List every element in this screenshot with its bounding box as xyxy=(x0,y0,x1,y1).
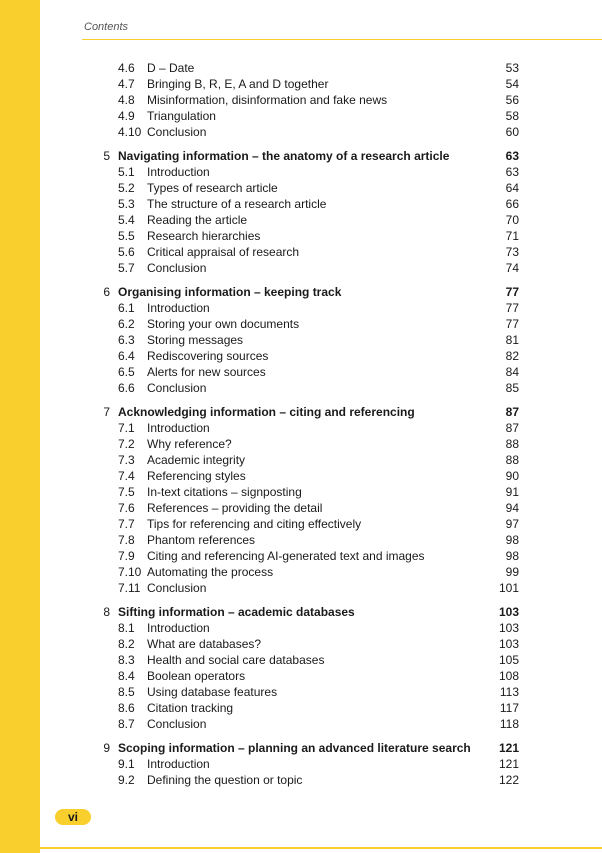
section-title: Triangulation xyxy=(147,109,216,123)
section-title: Conclusion xyxy=(147,717,207,731)
section-num: 5.6 xyxy=(118,245,135,259)
section-num: 7.7 xyxy=(118,517,135,531)
section-num: 7.1 xyxy=(118,421,135,435)
section-title: Citing and referencing AI-generated text and images xyxy=(147,549,425,563)
toc-block xyxy=(82,60,519,140)
toc-section-row[interactable] xyxy=(82,756,519,772)
toc-section-row[interactable] xyxy=(82,332,519,348)
section-num: 7.10 xyxy=(118,565,142,579)
toc-block xyxy=(82,740,519,788)
section-title: References – providing the detail xyxy=(147,501,323,515)
section-num: 5.1 xyxy=(118,165,135,179)
left-accent-bar xyxy=(0,0,40,853)
section-page: 101 xyxy=(498,581,519,595)
toc-section-row[interactable] xyxy=(82,636,519,652)
toc-chapter-row[interactable] xyxy=(82,148,519,164)
section-title: Critical appraisal of research xyxy=(147,245,300,259)
section-page: 118 xyxy=(499,717,519,731)
section-num: 7.5 xyxy=(118,485,135,499)
toc-block xyxy=(82,404,519,596)
toc-chapter-row[interactable] xyxy=(82,740,519,756)
toc-section-row[interactable] xyxy=(82,484,519,500)
section-title: D – Date xyxy=(147,61,195,75)
toc-section-row[interactable] xyxy=(82,436,519,452)
chapter-title: Sifting information – academic databases xyxy=(118,605,355,619)
toc-section-row[interactable] xyxy=(82,700,519,716)
section-page: 63 xyxy=(505,165,519,179)
section-title: Rediscovering sources xyxy=(147,349,269,363)
toc-section-row[interactable] xyxy=(82,124,519,140)
chapter-num: 7 xyxy=(103,405,110,419)
section-title: Health and social care databases xyxy=(147,653,325,667)
toc-section-row[interactable] xyxy=(82,212,519,228)
toc-chapter-row[interactable] xyxy=(82,404,519,420)
toc-chapter-row[interactable] xyxy=(82,604,519,620)
section-title: Bringing B, R, E, A and D together xyxy=(147,77,329,91)
chapter-num: 9 xyxy=(103,741,110,755)
toc-section-row[interactable] xyxy=(82,516,519,532)
section-page: 71 xyxy=(505,229,519,243)
chapter-num: 6 xyxy=(103,285,110,299)
section-num: 4.10 xyxy=(118,125,142,139)
section-page: 74 xyxy=(505,261,519,275)
toc-section-row[interactable] xyxy=(82,420,519,436)
section-num: 5.3 xyxy=(118,197,135,211)
toc-block xyxy=(82,148,519,276)
section-num: 6.2 xyxy=(118,317,135,331)
toc-block xyxy=(82,284,519,396)
section-title: Reading the article xyxy=(147,213,248,227)
chapter-page: 77 xyxy=(505,285,519,299)
section-page: 105 xyxy=(498,653,519,667)
header-rule xyxy=(82,39,602,40)
section-title: What are databases? xyxy=(147,637,262,651)
section-page: 82 xyxy=(505,349,519,363)
section-title: Conclusion xyxy=(147,261,207,275)
section-num: 8.1 xyxy=(118,621,135,635)
section-num: 9.2 xyxy=(118,773,135,787)
chapter-title: Scoping information – planning an advanced literature search xyxy=(118,741,471,755)
toc-section-row[interactable] xyxy=(82,260,519,276)
toc-section-row[interactable] xyxy=(82,716,519,732)
section-num: 5.7 xyxy=(118,261,135,275)
toc-section-row[interactable] xyxy=(82,452,519,468)
toc-section-row[interactable] xyxy=(82,532,519,548)
running-head: Contents xyxy=(84,21,129,33)
section-title: Citation tracking xyxy=(147,701,234,715)
section-title: Referencing styles xyxy=(147,469,246,483)
toc-section-row[interactable] xyxy=(82,76,519,92)
section-page: 108 xyxy=(498,669,519,683)
toc-section-row[interactable] xyxy=(82,652,519,668)
section-page: 54 xyxy=(505,77,519,91)
section-num: 7.2 xyxy=(118,437,135,451)
section-num: 7.6 xyxy=(118,501,135,515)
chapter-num: 5 xyxy=(103,149,110,163)
section-num: 4.9 xyxy=(118,109,135,123)
section-num: 6.1 xyxy=(118,301,135,315)
section-page: 64 xyxy=(505,181,519,195)
section-page: 99 xyxy=(505,565,519,579)
section-title: Boolean operators xyxy=(147,669,246,683)
chapter-num: 8 xyxy=(103,605,110,619)
toc-section-row[interactable] xyxy=(82,772,519,788)
section-num: 7.4 xyxy=(118,469,135,483)
section-page: 87 xyxy=(505,421,519,435)
section-page: 73 xyxy=(505,245,519,259)
section-num: 6.6 xyxy=(118,381,135,395)
toc-section-row[interactable] xyxy=(82,196,519,212)
section-title: Conclusion xyxy=(147,581,207,595)
toc-section-row[interactable] xyxy=(82,108,519,124)
section-title: Phantom references xyxy=(147,533,256,547)
toc-section-row[interactable] xyxy=(82,316,519,332)
section-title: Defining the question or topic xyxy=(147,773,303,787)
section-page: 90 xyxy=(505,469,519,483)
section-title: Misinformation, disinformation and fake news xyxy=(147,93,388,107)
section-num: 5.2 xyxy=(118,181,135,195)
section-title: Academic integrity xyxy=(147,453,246,467)
section-page: 53 xyxy=(505,61,519,75)
section-title: Alerts for new sources xyxy=(147,365,266,379)
toc-section-row[interactable] xyxy=(82,500,519,516)
toc-section-row[interactable] xyxy=(82,60,519,76)
section-title: Why reference? xyxy=(147,437,232,451)
section-page: 91 xyxy=(505,485,519,499)
toc-section-row[interactable] xyxy=(82,668,519,684)
toc-section-row[interactable] xyxy=(82,580,519,596)
section-page: 98 xyxy=(505,549,519,563)
chapter-page: 121 xyxy=(498,741,519,755)
section-title: Introduction xyxy=(147,165,210,179)
section-page: 94 xyxy=(505,501,519,515)
toc-section-row[interactable] xyxy=(82,620,519,636)
toc-section-row[interactable] xyxy=(82,164,519,180)
section-num: 5.4 xyxy=(118,213,135,227)
section-num: 6.3 xyxy=(118,333,135,347)
section-page: 103 xyxy=(498,621,519,635)
section-page: 70 xyxy=(505,213,519,227)
section-title: Introduction xyxy=(147,757,210,771)
toc-section-row[interactable] xyxy=(82,548,519,564)
section-page: 88 xyxy=(505,437,519,451)
section-page: 103 xyxy=(498,637,519,651)
section-page: 113 xyxy=(499,685,519,699)
section-num: 7.8 xyxy=(118,533,135,547)
section-page: 56 xyxy=(505,93,519,107)
section-page: 121 xyxy=(498,757,519,771)
section-title: Research hierarchies xyxy=(147,229,261,243)
section-page: 66 xyxy=(505,197,519,211)
toc-section-row[interactable] xyxy=(82,92,519,108)
chapter-page: 103 xyxy=(498,605,519,619)
section-title: Conclusion xyxy=(147,125,207,139)
section-num: 4.7 xyxy=(118,77,135,91)
section-title: Using database features xyxy=(147,685,278,699)
page-number-badge: vi xyxy=(55,809,91,825)
section-num: 5.5 xyxy=(118,229,135,243)
section-num: 8.3 xyxy=(118,653,135,667)
section-num: 4.8 xyxy=(118,93,135,107)
section-page: 77 xyxy=(505,301,519,315)
chapter-title: Navigating information – the anatomy of a research article xyxy=(118,149,450,163)
section-num: 8.7 xyxy=(118,717,135,731)
section-num: 8.5 xyxy=(118,685,135,699)
toc-section-row[interactable] xyxy=(82,380,519,396)
section-title: The structure of a research article xyxy=(147,197,327,211)
toc-section-row[interactable] xyxy=(82,180,519,196)
section-page: 117 xyxy=(499,701,519,715)
toc-section-row[interactable] xyxy=(82,684,519,700)
section-title: Storing your own documents xyxy=(147,317,300,331)
section-num: 6.5 xyxy=(118,365,135,379)
section-page: 60 xyxy=(505,125,519,139)
chapter-page: 87 xyxy=(505,405,519,419)
section-num: 8.6 xyxy=(118,701,135,715)
toc-section-row[interactable] xyxy=(82,564,519,580)
toc-section-row[interactable] xyxy=(82,364,519,380)
section-title: Conclusion xyxy=(147,381,207,395)
chapter-title: Acknowledging information – citing and referencing xyxy=(118,405,415,419)
section-num: 8.4 xyxy=(118,669,135,683)
section-title: In-text citations – signposting xyxy=(147,485,302,499)
table-of-contents xyxy=(82,60,519,788)
section-title: Storing messages xyxy=(147,333,244,347)
toc-block xyxy=(82,604,519,732)
toc-section-row[interactable] xyxy=(82,468,519,484)
toc-section-row[interactable] xyxy=(82,244,519,260)
section-page: 122 xyxy=(498,773,519,787)
chapter-page: 63 xyxy=(505,149,519,163)
section-num: 7.11 xyxy=(118,581,141,595)
section-num: 9.1 xyxy=(118,757,135,771)
section-num: 7.9 xyxy=(118,549,135,563)
toc-section-row[interactable] xyxy=(82,348,519,364)
section-num: 8.2 xyxy=(118,637,135,651)
toc-section-row[interactable] xyxy=(82,300,519,316)
section-title: Introduction xyxy=(147,301,210,315)
section-page: 84 xyxy=(505,365,519,379)
section-title: Automating the process xyxy=(147,565,274,579)
section-title: Introduction xyxy=(147,621,210,635)
toc-chapter-row[interactable] xyxy=(82,284,519,300)
section-num: 4.6 xyxy=(118,61,135,75)
section-page: 88 xyxy=(505,453,519,467)
section-title: Types of research article xyxy=(147,181,278,195)
section-page: 97 xyxy=(505,517,519,531)
bottom-accent-line xyxy=(40,847,602,849)
section-page: 98 xyxy=(505,533,519,547)
section-num: 7.3 xyxy=(118,453,135,467)
section-page: 81 xyxy=(505,333,519,347)
chapter-title: Organising information – keeping track xyxy=(118,285,342,299)
section-page: 85 xyxy=(505,381,519,395)
section-page: 58 xyxy=(505,109,519,123)
section-title: Introduction xyxy=(147,421,210,435)
section-title: Tips for referencing and citing effectively xyxy=(147,517,362,531)
section-num: 6.4 xyxy=(118,349,135,363)
toc-section-row[interactable] xyxy=(82,228,519,244)
section-page: 77 xyxy=(505,317,519,331)
